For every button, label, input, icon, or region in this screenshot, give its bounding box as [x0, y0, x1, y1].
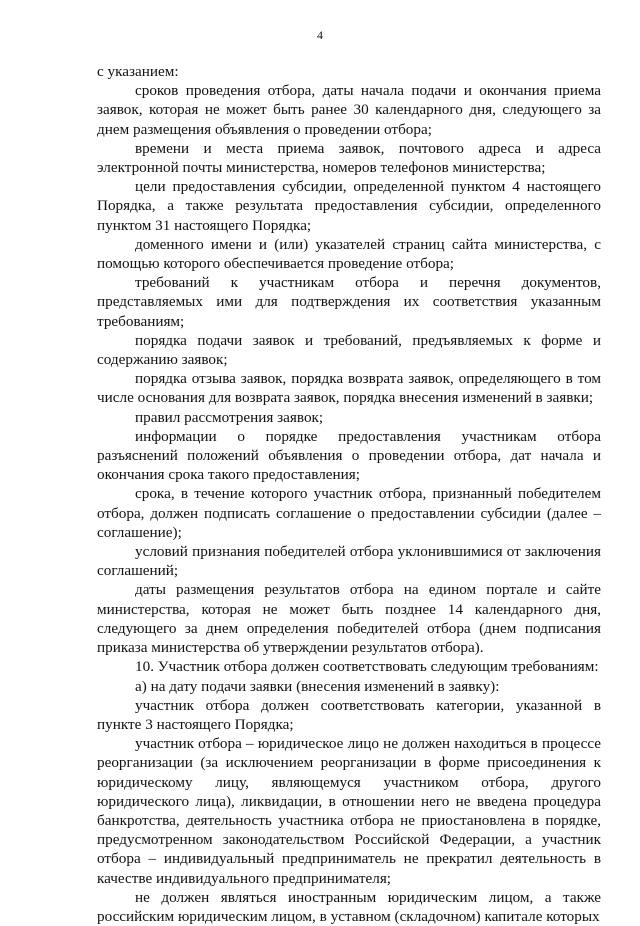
paragraph: 10. Участник отбора должен соответствовать следующим требованиям:: [135, 658, 599, 676]
paragraph: правил рассмотрения заявок;: [135, 408, 324, 426]
document-body: [97, 62, 601, 926]
paragraph: участник отбора – юридическое лицо не должен находиться в процессе реорганизации (за исключением реорганизации в форме присоединения к юридическому лицу, являющемуся участником отбора, другого юридического лица), ликвидации, в отношении него не введена процедура банкротства, деятельность участника отбора не приостановлена в порядке, предусмотренном законодательством Российской Федерации, а участник отбора – индивидуальный предприниматель не прекратил деятельность в качестве индивидуального предпринимателя;: [97, 735, 601, 887]
paragraph: условий признания победителей отбора уклонившимися от заключения соглашений;: [97, 543, 601, 580]
page-number: 4: [317, 28, 323, 42]
paragraph: а) на дату подачи заявки (внесения изменений в заявку):: [135, 677, 500, 695]
paragraph: порядка отзыва заявок, порядка возврата заявок, определяющего в том числе основания для возврата заявок, порядка внесения изменений в заявки;: [97, 370, 601, 407]
paragraph: сроков проведения отбора, даты начала подачи и окончания приема заявок, которая не может быть ранее 30 календарного дня, следующего за днем размещения объявления о проведении отбора;: [97, 82, 601, 138]
paragraph: участник отбора должен соответствовать категории, указанной в пункте 3 настоящего Порядка;: [97, 696, 601, 733]
paragraph: времени и места приема заявок, почтового адреса и адреса электронной почты министерства, номеров телефонов министерства;: [97, 139, 601, 177]
paragraph: информации о порядке предоставления участникам отбора разъяснений положений объявления о проведении отбора, дат начала и окончания срока такого предоставления;: [97, 427, 601, 484]
paragraph: доменного имени и (или) указателей страниц сайта министерства, с помощью которого обеспечивается проведение отбора;: [97, 235, 601, 273]
paragraph: не должен являться иностранным юридическим лицом, а также российским юридическим лицом, в уставном (складочном) капитале которых: [97, 888, 601, 925]
paragraph: срока, в течение которого участник отбора, признанный победителем отбора, должен подписать соглашение о предоставлении субсидии (далее – соглашение);: [97, 485, 601, 541]
paragraph: с указанием:: [97, 63, 179, 80]
paragraph: порядка подачи заявок и требований, предъявляемых к форме и содержанию заявок;: [97, 331, 601, 369]
paragraph: даты размещения результатов отбора на едином портале и сайте министерства, которая не может быть позднее 14 календарного дня, следующего за днем определения победителей отбора (днем подписания приказа министерства об утверждении результатов отбора).: [97, 581, 601, 657]
paragraph: цели предоставления субсидии, определенной пунктом 4 настоящего Порядка, а также результата предоставления субсидии, определенного пунктом 31 настоящего Порядка;: [97, 178, 601, 234]
paragraph: требований к участникам отбора и перечня документов, представляемых ими для подтверждения их соответствия указанным требованиям;: [97, 274, 601, 330]
